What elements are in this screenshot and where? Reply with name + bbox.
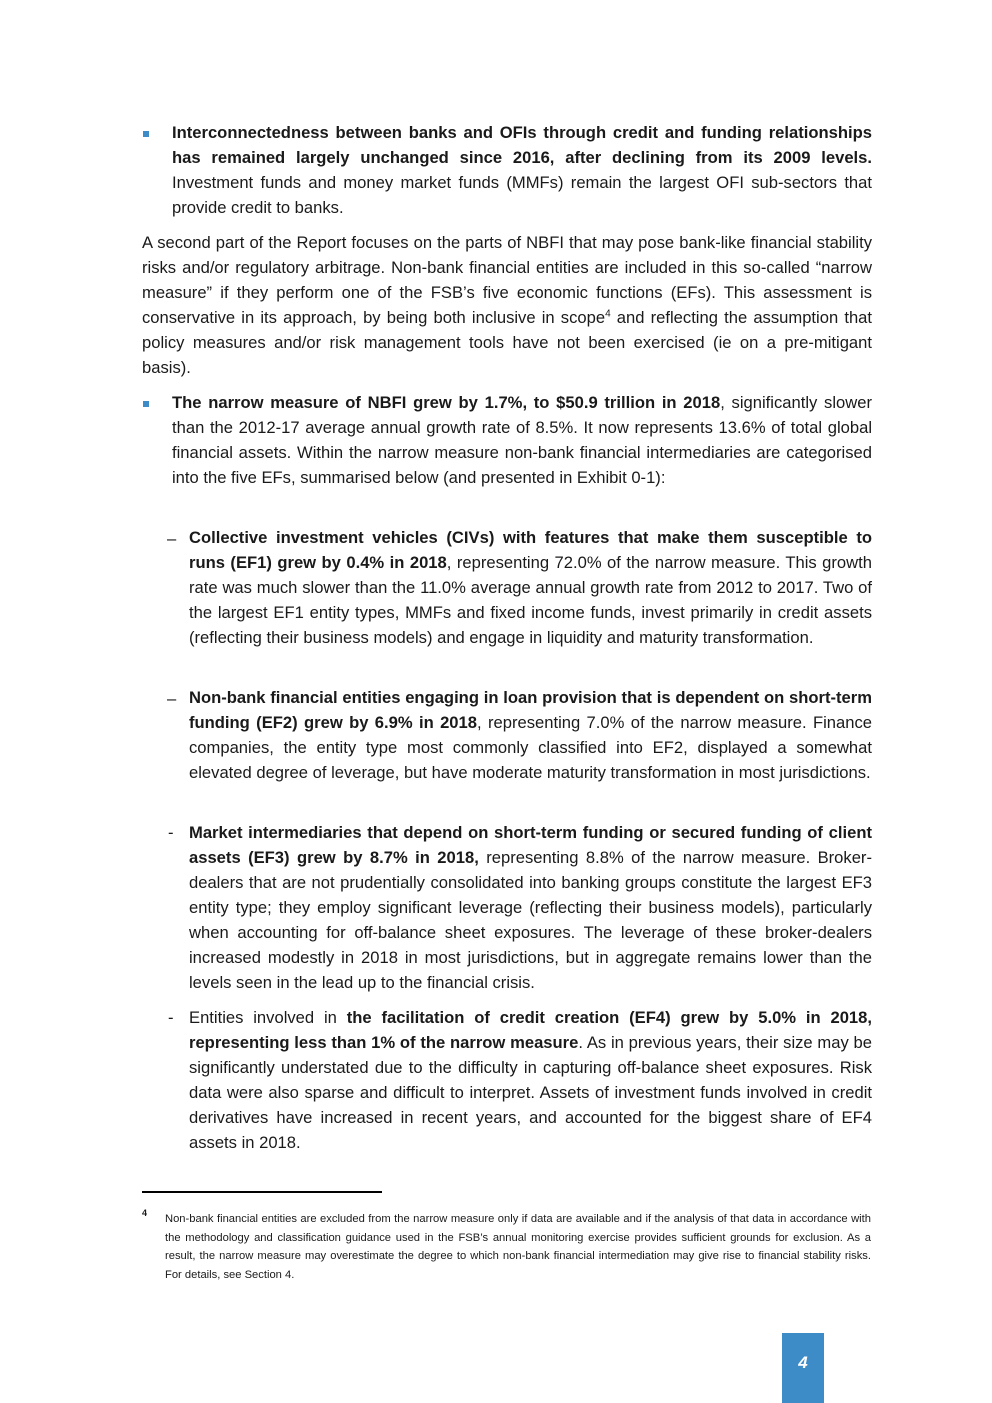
dash-marker: -: [168, 1008, 174, 1027]
sub-item-bold: Market intermediaries that depend on short-term funding or secured funding of client assets (EF3) grew by 8.7% in 2018,: [189, 823, 872, 867]
narrow-measure-paragraph: [142, 230, 872, 380]
sub-item-ef2: [189, 685, 872, 785]
sub-item-text: representing 8.8% of the narrow measure. Broker-dealers that are not prudentially consolidated into banking groups constitute the largest EF3 entity type; they employ significant leverage (reflecting their business models), particularly when accounting for off-balance sheet exposures. The leverage of these broker-dealers increased modestly in 2018 in most jurisdictions, but in aggregate remains lower than the levels seen in the lead up to the financial crisis.: [189, 848, 872, 992]
footnote-separator: [142, 1191, 382, 1193]
sub-item-ef3: [189, 820, 872, 995]
sub-item-text: , representing 72.0% of the narrow measure. This growth rate was much slower than the 11.0% average annual growth rate from 2012 to 2017. Two of the largest EF1 entity types, MMFs and fixed income funds, invest primarily in credit assets (reflecting their business models) and engage in liquidity and maturity transformation.: [189, 553, 872, 647]
page-number-box: [782, 1333, 824, 1403]
sub-item-ef1: [189, 525, 872, 650]
footnote-number: 4: [142, 1208, 148, 1218]
dash-marker: –: [167, 529, 177, 548]
paragraph-text-1: A second part of the Report focuses on the parts of NBFI that may pose bank-like financial stability risks and/or regulatory arbitrage. Non-bank financial entities are included in this so-called “narrow measure” if they perform one of the FSB’s five economic functions (EFs). This assessment is conservative in its approach, by being both inclusive in scope: [142, 233, 872, 327]
paragraph-text-2: and reflecting the assumption that policy measures and/or risk management tools have not been exercised (ie on a pre-mitigant basis).: [142, 308, 873, 377]
bullet-text: , significantly slower than the 2012-17 average annual growth rate of 8.5%. It now represents 13.6% of total global financial assets. Within the narrow measure non-bank financial intermediaries are categorised into the five EFs, summarised below (and presented in Exhibit 0-1):: [172, 393, 872, 487]
bullet-bold-text: Interconnectedness between banks and OFIs through credit and funding relationships has remained largely unchanged since 2016, after declining from its 2009 levels.: [172, 123, 872, 167]
bullet-marker: [143, 131, 149, 137]
bullet-bold-text: The narrow measure of NBFI grew by 1.7%, to $50.9 trillion in 2018: [172, 393, 721, 412]
sub-item-ef4: [189, 1005, 872, 1155]
bullet-marker: [143, 401, 149, 407]
sub-item-text: , representing 7.0% of the narrow measure. Finance companies, the entity type most commonly classified into EF2, displayed a somewhat elevated degree of leverage, but have moderate maturity transformation in most jurisdictions.: [189, 713, 872, 782]
dash-marker: -: [168, 823, 174, 842]
footnote-text: Non-bank financial entities are excluded from the narrow measure only if data are available and if the analysis of that data in accordance with the methodology and classification guidance used in the FSB’s annual monitoring exercise provides sufficient grounds for exclusion. As a result, the narrow measure may overestimate the degree to which non-bank financial intermediation may give rise to financial stability risks. For details, see Section 4.: [165, 1213, 871, 1282]
sub-item-bold: Collective investment vehicles (CIVs) with features that make them susceptible to runs (EF1) grew by 0.4% in 2018: [189, 528, 872, 572]
sub-item-bold: Non-bank financial entities engaging in loan provision that is dependent on short-term funding (EF2) grew by 6.9% in 2018: [189, 688, 872, 732]
bullet-text: Investment funds and money market funds (MMFs) remain the largest OFI sub-sectors that provide credit to banks.: [172, 173, 872, 217]
sub-item-pre: Entities involved in: [189, 1008, 347, 1027]
bullet-narrow-measure: [172, 390, 872, 490]
bullet-interconnectedness: [172, 120, 872, 220]
sub-item-text: . As in previous years, their size may be significantly understated due to the difficulty in capturing off-balance sheet exposures. Risk data were also sparse and difficult to interpret. Assets of investment funds involved in credit derivatives have increased in recent years, and accounted for the biggest share of EF4 assets in 2018.: [189, 1033, 873, 1152]
dash-marker: –: [167, 689, 177, 708]
sub-item-bold: the facilitation of credit creation (EF4) grew by 5.0% in 2018, representing less than 1% of the narrow measure: [189, 1008, 872, 1052]
footnote-reference[interactable]: 4: [605, 308, 611, 320]
page-number: 4: [798, 1353, 808, 1372]
